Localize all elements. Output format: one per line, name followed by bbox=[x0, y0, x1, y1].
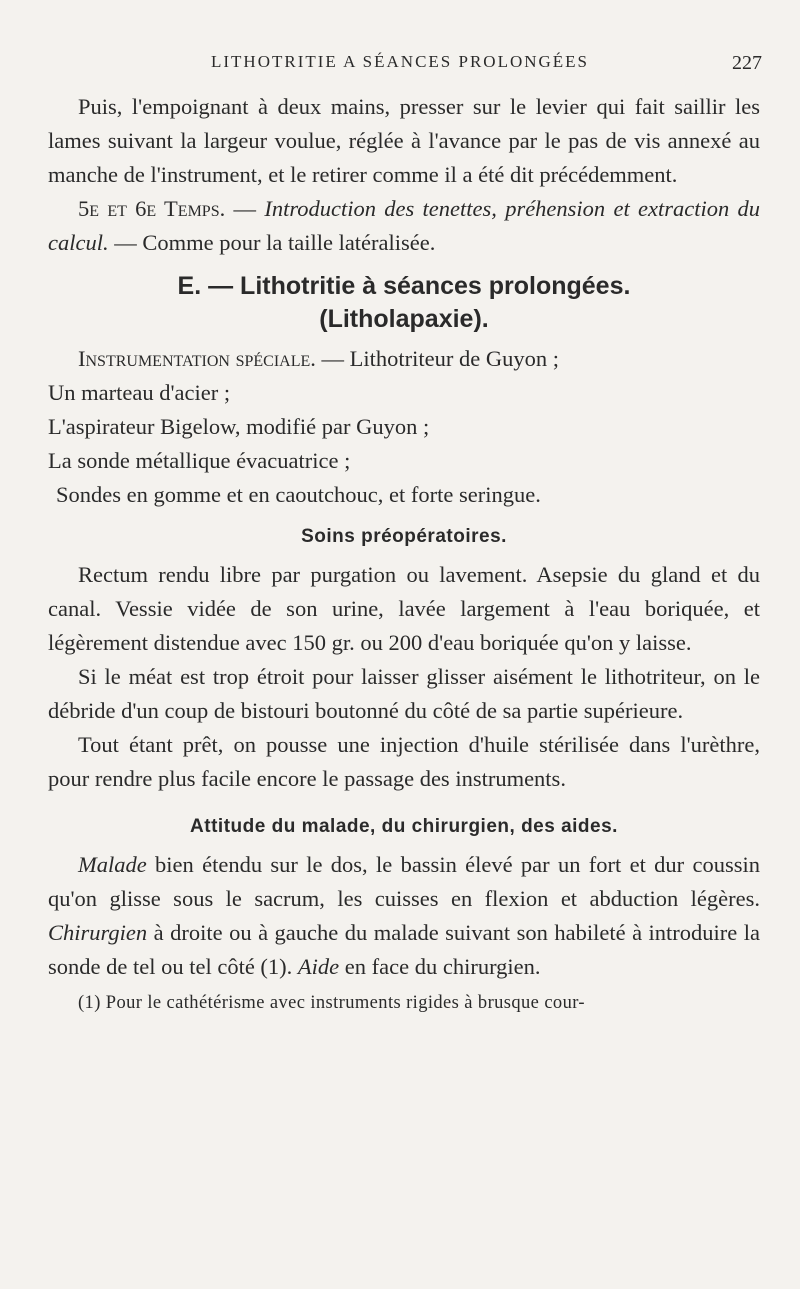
soins-paragraph-2: Si le méat est trop étroit pour laisser glisser aisément le lithotriteur, on le débride d'un coup de bistouri boutonné du côté de sa partie supérieure. bbox=[48, 664, 760, 723]
instrument-item: L'aspirateur Bigelow, modifié par Guyon ; bbox=[48, 414, 430, 439]
footnote: (1) Pour le cathétérisme avec instruments rigides à brusque cour- bbox=[78, 993, 585, 1013]
paragraph-intro: Puis, l'empoignant à deux mains, presser sur le levier qui fait saillir les lames suivant la largeur voulue, réglée à l'avance par le pas de vis annexé au manche de l'instrument, et le retirer comme il a été dit précédemment. bbox=[48, 94, 760, 187]
aide-text: en face du chirurgien. bbox=[339, 954, 541, 979]
instrumentation-label: Instrumentation spéciale. bbox=[78, 346, 316, 371]
instrument-item: Un marteau d'acier ; bbox=[48, 380, 231, 405]
page-number: 227 bbox=[732, 52, 762, 74]
temps-italic: Introduction des tenettes, préhension et extraction du calcul. bbox=[48, 196, 761, 255]
temps-rest: — Comme pour la taille latéralisée. bbox=[108, 230, 436, 255]
instrument-item: La sonde métallique évacuatrice ; bbox=[48, 448, 351, 473]
temps-dash: — bbox=[225, 196, 265, 221]
paragraph-temps bbox=[48, 192, 760, 260]
soins-paragraph-1: Rectum rendu libre par purgation ou lavement. Asepsie du gland et du canal. Vessie vidée de son urine, lavée largement à l'eau boriquée, et légèrement distendue avec 150 gr. ou 200 d'eau boriquée qu'on y laisse. bbox=[48, 562, 760, 655]
instrument-item: Sondes en gomme et en caoutchouc, et forte seringue. bbox=[56, 482, 541, 507]
instrumentation-rest: — Lithotriteur de Guyon ; bbox=[315, 346, 560, 371]
temps-label: 5e et 6e Temps. bbox=[78, 196, 226, 221]
soins-paragraph-3: Tout étant prêt, on pousse une injection d'huile stérilisée dans l'urèthre, pour rendre plus facile encore le passage des instruments. bbox=[48, 732, 760, 791]
page-body bbox=[48, 90, 760, 1016]
section-title bbox=[48, 270, 760, 336]
chirurgien-label: Chirurgien bbox=[48, 920, 148, 945]
soins-title: Soins préopératoires. bbox=[301, 526, 507, 547]
attitude-paragraph bbox=[48, 848, 760, 984]
section-title-line2: (Litholapaxie). bbox=[319, 305, 489, 333]
attitude-title: Attitude du malade, du chirurgien, des aides. bbox=[190, 816, 618, 837]
malade-label: Malade bbox=[78, 852, 147, 877]
chirurgien-text: à droite ou à gauche du malade suivant son habileté à introduire la sonde de tel ou tel côté (1). bbox=[48, 920, 760, 979]
aide-label: Aide bbox=[297, 954, 340, 979]
instrumentation-heading bbox=[48, 342, 760, 376]
section-title-line1: E. — Lithotritie à séances prolongées. bbox=[177, 272, 631, 300]
malade-text: bien étendu sur le dos, le bassin élevé par un fort et dur coussin qu'on glisse sous le sacrum, les cuisses en flexion et abduction légères. bbox=[48, 852, 760, 911]
header-title: LITHOTRITIE A SÉANCES PROLONGÉES bbox=[210, 52, 590, 71]
running-header bbox=[0, 52, 800, 72]
